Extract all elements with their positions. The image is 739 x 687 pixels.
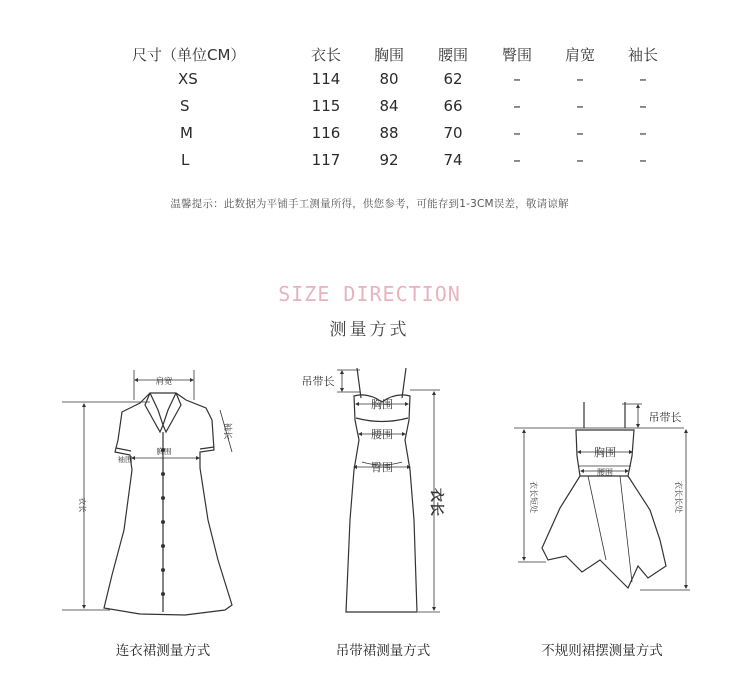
column-header-bust: 胸围 xyxy=(373,46,405,64)
cell-length: 116 xyxy=(311,124,341,142)
size-column-label: 尺寸（单位CM） xyxy=(132,46,246,64)
cell-sleeve: – xyxy=(639,124,647,142)
slip-length-label: 衣长 xyxy=(428,488,444,516)
column-header-hip: 臀围 xyxy=(501,46,533,64)
cell-hip: – xyxy=(513,97,521,115)
measurement-note: 温馨提示：此数据为平铺手工测量所得，供您参考，可能存到1-3CM误差，敬请谅解 xyxy=(170,198,569,210)
cell-hip: – xyxy=(513,70,521,88)
cell-waist: 70 xyxy=(443,124,463,142)
column-header-length: 衣长 xyxy=(310,46,342,64)
size-direction-subtitle: 测量方式 xyxy=(329,320,410,340)
cell-shoulder: – xyxy=(576,151,584,169)
size-label: M xyxy=(180,124,193,142)
column-header-sleeve: 袖长 xyxy=(627,46,659,64)
cell-bust: 92 xyxy=(379,151,399,169)
cell-length: 115 xyxy=(311,97,341,115)
cell-sleeve: – xyxy=(639,70,647,88)
slip-waist-label: 腰围 xyxy=(371,428,393,441)
cell-waist: 62 xyxy=(443,70,463,88)
cell-sleeve: – xyxy=(639,151,647,169)
cell-sleeve: – xyxy=(639,97,647,115)
irregular-short-length-label: 衣长短处 xyxy=(529,481,538,513)
shirt-sleeve-label: 袖长 xyxy=(222,422,232,440)
shirt-bust-label: 胸围 xyxy=(156,447,172,456)
measurement-diagrams xyxy=(0,350,739,630)
cell-length: 117 xyxy=(311,151,341,169)
cell-bust: 80 xyxy=(379,70,399,88)
size-label: S xyxy=(180,97,190,115)
irregular-bust-label: 胸围 xyxy=(594,446,616,459)
cell-shoulder: – xyxy=(576,70,584,88)
size-label: L xyxy=(181,151,190,169)
table-row xyxy=(0,97,739,123)
cell-waist: 74 xyxy=(443,151,463,169)
cell-length: 114 xyxy=(311,70,341,88)
irregular-skirt-outline xyxy=(542,476,666,588)
slip-hip-label: 臀围 xyxy=(371,461,393,474)
table-row xyxy=(0,151,739,177)
size-direction-title: SIZE DIRECTION xyxy=(278,282,461,306)
irregular-strap-label: 吊带长 xyxy=(648,411,682,424)
irregular-dress-diagram xyxy=(514,402,690,590)
shirt-cuff-label: 袖围 xyxy=(117,455,133,464)
shirt-dress-diagram xyxy=(62,370,232,615)
slip-bust-label: 胸围 xyxy=(371,398,393,411)
cell-hip: – xyxy=(513,124,521,142)
cell-bust: 84 xyxy=(379,97,399,115)
cell-waist: 66 xyxy=(443,97,463,115)
table-row xyxy=(0,70,739,96)
irregular-waist-label: 腰围 xyxy=(597,468,613,477)
cell-shoulder: – xyxy=(576,124,584,142)
shirt-shoulder-label: 肩宽 xyxy=(155,377,173,387)
table-row xyxy=(0,124,739,150)
size-table-header xyxy=(0,44,739,70)
cell-bust: 88 xyxy=(379,124,399,142)
slip-dress-caption: 吊带裙测量方式 xyxy=(335,643,431,659)
cell-shoulder: – xyxy=(576,97,584,115)
shirt-dress-outline xyxy=(104,393,232,615)
irregular-dress-caption: 不规则裙摆测量方式 xyxy=(541,643,663,659)
cell-hip: – xyxy=(513,151,521,169)
column-header-shoulder: 肩宽 xyxy=(564,46,596,64)
irregular-long-length-label: 衣长长处 xyxy=(674,481,683,513)
size-label: XS xyxy=(178,70,198,88)
slip-strap-label: 吊带长 xyxy=(301,375,335,388)
shirt-dress-caption: 连衣裙测量方式 xyxy=(115,643,211,659)
shirt-length-label: 衣长 xyxy=(78,497,87,513)
column-header-waist: 腰围 xyxy=(437,46,469,64)
